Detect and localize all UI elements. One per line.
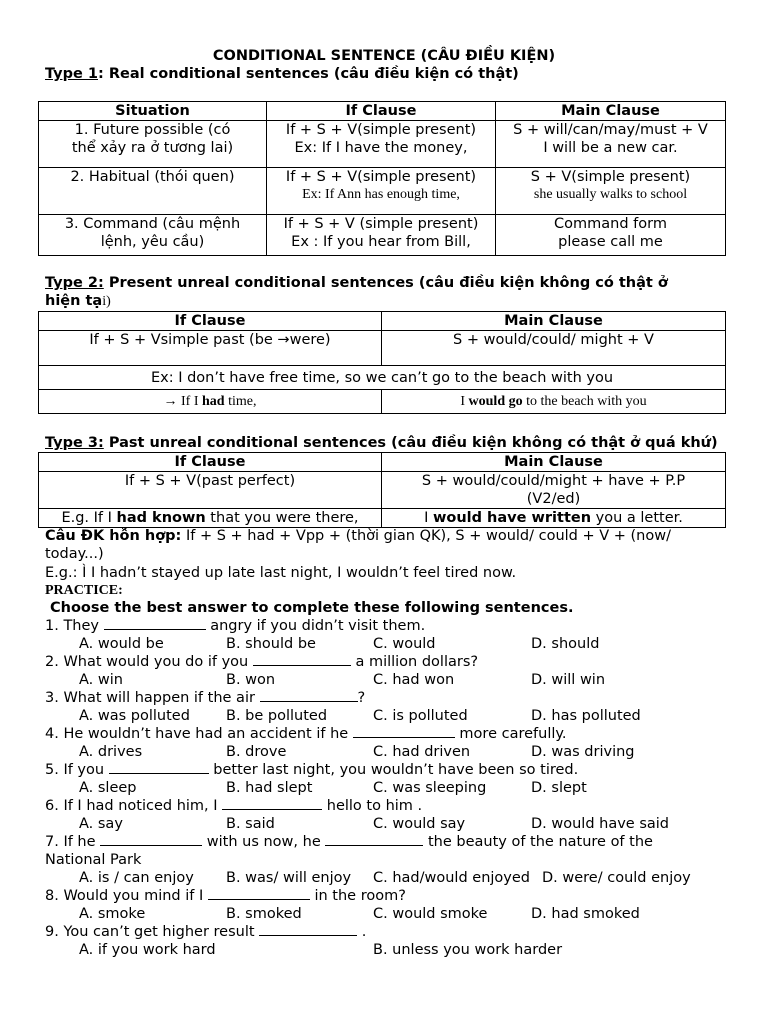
cell-line: S + will/can/may/must + V [513,122,708,138]
option-a[interactable]: A. was polluted [79,708,190,724]
cell-line: Command form [554,216,667,232]
cell-line: 1. Future possible (có [74,122,231,138]
option-b[interactable]: B. be polluted [226,708,328,724]
table-header-row [39,312,726,331]
cell-line: Ex: If Ann has enough time, [302,187,460,202]
option-c[interactable]: C. is polluted [373,708,468,724]
example-text: time, [224,393,257,409]
option-d[interactable]: D. slept [531,780,587,796]
main-clause-formula [382,472,726,509]
question-7-cont: National Park [45,852,142,868]
cell-line: thể xảy ra ở tương lai) [71,140,234,156]
header-if-clause: If Clause [39,312,382,331]
main-clause-cell [496,168,726,215]
header-main-clause: Main Clause [496,102,726,121]
mixed-example: E.g.: Ì I hadn’t stayed up late last night, I wouldn’t feel tired now. [45,565,517,581]
example-text: → If I [163,393,203,409]
example-bold: would have written [432,510,592,526]
type3-label: Type 3: [45,435,104,451]
example-text: you a letter. [591,510,683,526]
main-clause-formula: S + would/could/ might + V [382,331,726,366]
question-2 [45,653,478,671]
type2-title-tail: i) [102,294,111,309]
question-text: 3. What will happen if the air [45,690,260,706]
option-b[interactable]: B. said [226,816,275,832]
question-text: more carefully. [454,726,567,742]
type2-title-cont: hiện tạ [45,293,103,309]
cell-line: please call me [558,234,663,250]
practice-label: PRACTICE: [45,583,123,598]
type1-table [38,101,726,256]
question-text: 6. If I had noticed him, I [45,798,223,814]
option-c[interactable]: C. had driven [373,744,471,760]
table-row [39,215,726,256]
option-c[interactable]: C. would [373,636,436,652]
question-1 [45,617,425,635]
header-main-clause: Main Clause [382,453,726,472]
option-b[interactable]: B. had slept [226,780,313,796]
table-row [39,509,726,528]
example-text: that you were there, [205,510,359,526]
question-text: 8. Would you mind if I [45,888,208,904]
cell-line: If + S + V(simple present) [285,169,477,185]
option-d[interactable]: D. will win [531,672,606,688]
answer-blank[interactable] [208,887,310,900]
question-text: 9. You can’t get higher result [45,924,260,940]
question-text: angry if you didn’t visit them. [205,618,426,634]
table-row [39,366,726,390]
example-cell: Ex: I don’t have free time, so we can’t go to the beach with you [39,366,726,390]
situation-cell [39,168,267,215]
option-b[interactable]: B. should be [226,636,316,652]
mixed-label: Câu ĐK hỗn hợp: [45,528,182,544]
mixed-formula: If + S + had + Vpp + (thời gian QK), S + would/ could + V + (now/ [181,528,671,544]
question-text: in the room? [309,888,406,904]
main-clause-example [382,390,726,414]
cell-line: S + V(simple present) [530,169,691,185]
type2-heading-cont [45,292,111,311]
header-main-clause: Main Clause [382,312,726,331]
if-clause-cell [267,168,496,215]
table-row [39,390,726,414]
type2-heading [45,274,668,292]
if-clause-cell [267,215,496,256]
cell-line: she usually walks to school [533,187,688,202]
cell-line: S + would/could/might + have + P.P [421,473,686,489]
example-bold: had [202,393,225,409]
option-a[interactable]: A. if you work hard [79,942,216,958]
type2-table [38,311,726,414]
question-text: hello to him . [322,798,423,814]
answer-blank[interactable] [100,833,202,846]
option-d[interactable]: D. would have said [531,816,670,832]
type3-title: Past unreal conditional sentences (câu điều kiện không có thật ở quá khứ) [103,435,718,451]
cell-line: lệnh, yêu cầu) [100,234,205,250]
example-text: E.g. If I [61,510,117,526]
answer-blank[interactable] [260,689,358,702]
option-c[interactable]: C. was sleeping [373,780,487,796]
answer-blank[interactable] [253,653,351,666]
cell-line: (V2/ed) [526,491,581,507]
option-a[interactable]: A. would be [79,636,164,652]
option-b[interactable]: B. unless you work harder [373,942,563,958]
question-4 [45,725,567,743]
practice-instruction: Choose the best answer to complete these following sentences. [50,600,574,616]
cell-line: 2. Habitual (thói quen) [70,169,235,185]
type1-label: Type 1 [45,66,98,82]
option-c[interactable]: C. would smoke [373,906,488,922]
table-row [39,331,726,366]
question-text: better last night, you wouldn’t have been so tired. [208,762,579,778]
option-c[interactable]: C. had/would enjoyed [373,870,530,886]
if-clause-example [39,390,382,414]
if-clause-formula: If + S + V(past perfect) [39,472,382,509]
option-a[interactable]: A. smoke [79,906,146,922]
if-clause-cell [267,121,496,168]
mixed-formula-cont: today...) [45,546,104,562]
example-text: I [460,393,469,409]
answer-blank[interactable] [353,725,455,738]
cell-line: If + S + V(simple present) [285,122,477,138]
option-a[interactable]: A. drives [79,744,143,760]
cell-line: 3. Command (câu mệnh [64,216,241,232]
if-clause-example [39,509,382,528]
mixed-conditional-line [45,527,671,545]
header-if-clause: If Clause [267,102,496,121]
question-9 [45,923,366,941]
option-c[interactable]: C. would say [373,816,466,832]
main-clause-cell [496,215,726,256]
option-c[interactable]: C. had won [373,672,455,688]
option-b[interactable]: B. drove [226,744,287,760]
answer-blank[interactable] [259,923,357,936]
cell-line: Ex: If I have the money, [294,140,468,156]
question-text: the beauty of the nature of the [423,834,653,850]
answer-blank[interactable] [109,761,209,774]
table-row [39,472,726,509]
question-text: 5. If you [45,762,109,778]
question-text: 4. He wouldn’t have had an accident if he [45,726,353,742]
type2-title: Present unreal conditional sentences (câu điều kiện không có thật ở [103,275,668,291]
type3-heading [45,434,718,452]
type1-title: : Real conditional sentences (câu điều kiện có thật) [97,66,519,82]
header-situation: Situation [39,102,267,121]
answer-blank[interactable] [222,797,322,810]
example-bold: would go [468,393,523,409]
question-8 [45,887,406,905]
question-text: with us now, he [202,834,326,850]
question-5 [45,761,578,779]
answer-blank[interactable] [325,833,423,846]
option-b[interactable]: B. smoked [226,906,302,922]
question-3 [45,689,365,707]
page-title: CONDITIONAL SENTENCE (CÂU ĐIỀU KIỆN) [212,48,556,64]
example-text: I [424,510,433,526]
cell-line: Ex : If you hear from Bill, [291,234,471,250]
main-clause-example [382,509,726,528]
option-a[interactable]: A. win [79,672,123,688]
option-d[interactable]: D. was driving [531,744,635,760]
question-6 [45,797,422,815]
question-7 [45,833,653,851]
table-row [39,121,726,168]
example-bold: had known [116,510,206,526]
if-clause-formula: If + S + Vsimple past (be →were) [39,331,382,366]
header-if-clause: If Clause [39,453,382,472]
answer-blank[interactable] [104,617,206,630]
situation-cell [39,121,267,168]
option-b[interactable]: B. won [226,672,276,688]
option-b[interactable]: B. was/ will enjoy [226,870,352,886]
table-header-row [39,102,726,121]
question-text: . [357,924,367,940]
option-d[interactable]: D. should [531,636,600,652]
question-text: 2. What would you do if you [45,654,253,670]
situation-cell [39,215,267,256]
cell-line: If + S + V (simple present) [283,216,479,232]
question-text: 1. They [45,618,104,634]
option-d[interactable]: D. were/ could enjoy [542,870,691,886]
cell-line: I will be a new car. [543,140,678,156]
question-text: a million dollars? [350,654,479,670]
example-text: to the beach with you [522,393,647,409]
question-text: ? [357,690,366,706]
table-row [39,168,726,215]
type3-table [38,452,726,528]
option-a[interactable]: A. say [79,816,123,832]
table-header-row [39,453,726,472]
question-text: 7. If he [45,834,101,850]
type2-label: Type 2: [45,275,104,291]
option-d[interactable]: D. has polluted [531,708,641,724]
option-d[interactable]: D. had smoked [531,906,640,922]
type1-heading [45,65,519,83]
option-a[interactable]: A. is / can enjoy [79,870,194,886]
main-clause-cell [496,121,726,168]
option-a[interactable]: A. sleep [79,780,137,796]
